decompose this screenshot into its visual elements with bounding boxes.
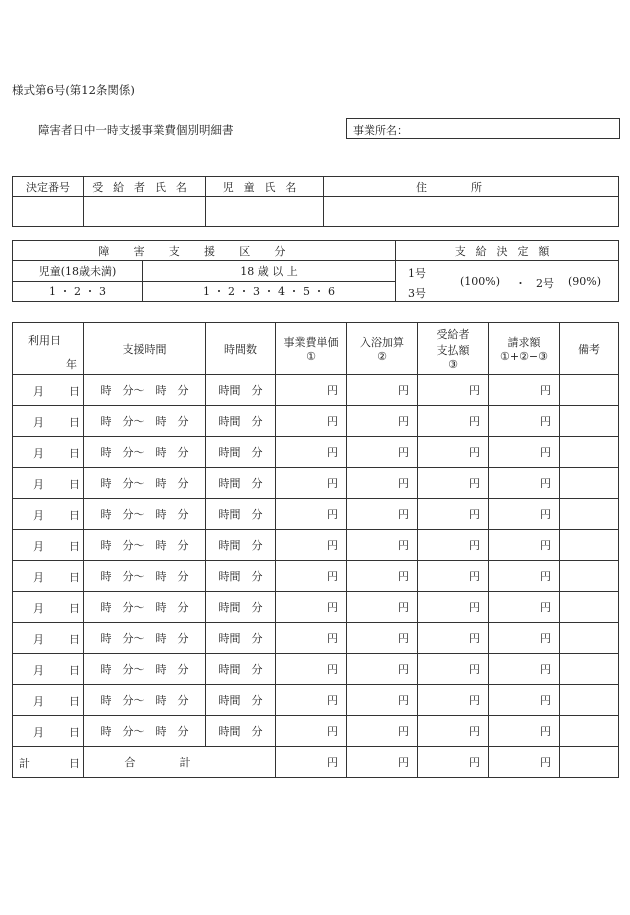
remarks-cell[interactable] — [560, 654, 619, 685]
remarks-cell[interactable] — [560, 406, 619, 437]
month-label: 月 — [33, 385, 44, 398]
total-unit-price[interactable]: 円 — [276, 747, 347, 778]
header-claim-amount: 請求額 ①+②−③ — [489, 323, 560, 375]
use-date-cell[interactable] — [13, 561, 84, 592]
recipient-payment-cell[interactable]: 円 — [418, 530, 489, 561]
recipient-payment-cell[interactable]: 円 — [418, 468, 489, 499]
day-label: 日 — [69, 664, 80, 677]
remarks-cell[interactable] — [560, 716, 619, 747]
bath-addition-cell[interactable]: 円 — [347, 468, 418, 499]
month-label: 月 — [33, 509, 44, 522]
detail-row — [13, 716, 619, 747]
month-label: 月 — [33, 447, 44, 460]
remarks-cell[interactable] — [560, 592, 619, 623]
day-label: 日 — [69, 540, 80, 553]
claim-amount-cell[interactable]: 円 — [489, 561, 560, 592]
unit-price-cell[interactable]: 円 — [276, 592, 347, 623]
recipient-payment-cell[interactable]: 円 — [418, 561, 489, 592]
hours-cell[interactable]: 時間 分 — [206, 685, 276, 716]
remarks-cell[interactable] — [560, 623, 619, 654]
hours-cell[interactable]: 時間 分 — [206, 654, 276, 685]
total-row — [13, 747, 619, 778]
claim-amount-cell[interactable]: 円 — [489, 685, 560, 716]
hours-cell[interactable]: 時間 分 — [206, 561, 276, 592]
detail-row — [13, 499, 619, 530]
detail-row — [13, 623, 619, 654]
payment-decision-cell[interactable] — [396, 261, 619, 302]
day-label: 日 — [69, 571, 80, 584]
header-payment-decision: 支給決定額 — [396, 241, 619, 261]
month-label: 月 — [33, 664, 44, 677]
bath-addition-cell[interactable]: 円 — [347, 530, 418, 561]
hours-cell[interactable]: 時間 分 — [206, 499, 276, 530]
month-label: 月 — [33, 726, 44, 739]
recipient-payment-cell[interactable]: 円 — [418, 375, 489, 406]
unit-price-cell[interactable]: 円 — [276, 468, 347, 499]
adult-18-plus-label: 18 歳 以 上 — [143, 261, 396, 282]
bath-addition-cell[interactable]: 円 — [347, 654, 418, 685]
recipient-payment-cell[interactable]: 円 — [418, 716, 489, 747]
unit-price-cell[interactable]: 円 — [276, 654, 347, 685]
document-title: 障害者日中一時支援事業費個別明細書 — [38, 123, 234, 137]
unit-price-cell[interactable]: 円 — [276, 716, 347, 747]
claim-amount-cell[interactable]: 円 — [489, 499, 560, 530]
day-label: 日 — [69, 509, 80, 522]
support-time-cell[interactable]: 時 分〜 時 分 — [84, 406, 206, 437]
use-date-cell[interactable] — [13, 530, 84, 561]
total-label: 合計 — [84, 747, 276, 778]
recipient-payment-cell[interactable]: 円 — [418, 406, 489, 437]
header-address: 住所 — [324, 177, 619, 197]
support-time-cell[interactable]: 時 分〜 時 分 — [84, 530, 206, 561]
day-label: 日 — [69, 447, 80, 460]
recipient-payment-cell[interactable]: 円 — [418, 654, 489, 685]
remarks-cell[interactable] — [560, 561, 619, 592]
bath-addition-cell[interactable]: 円 — [347, 685, 418, 716]
claim-amount-cell[interactable]: 円 — [489, 375, 560, 406]
day-label: 日 — [69, 385, 80, 398]
child-grade-options[interactable]: 1 ・ 2 ・ 3 — [13, 281, 143, 302]
bath-addition-cell[interactable]: 円 — [347, 623, 418, 654]
day-label: 日 — [69, 695, 80, 708]
hours-cell[interactable]: 時間 分 — [206, 468, 276, 499]
detail-row — [13, 437, 619, 468]
office-name-box[interactable] — [346, 118, 620, 139]
day-label: 日 — [69, 602, 80, 615]
hours-cell[interactable]: 時間 分 — [206, 716, 276, 747]
bath-addition-cell[interactable]: 円 — [347, 561, 418, 592]
day-label: 日 — [69, 726, 80, 739]
recipient-payment-cell[interactable]: 円 — [418, 685, 489, 716]
support-time-cell[interactable]: 時 分〜 時 分 — [84, 623, 206, 654]
remarks-cell[interactable] — [560, 468, 619, 499]
bath-addition-cell[interactable]: 円 — [347, 592, 418, 623]
detail-row — [13, 654, 619, 685]
remarks-cell[interactable] — [560, 499, 619, 530]
claim-amount-cell[interactable]: 円 — [489, 406, 560, 437]
total-days-cell[interactable]: 計 日 — [13, 747, 84, 778]
detail-row — [13, 406, 619, 437]
claim-amount-cell[interactable]: 円 — [489, 530, 560, 561]
detail-row — [13, 592, 619, 623]
header-remarks: 備考 — [560, 323, 619, 375]
header-child-name: 児童氏名 — [206, 177, 324, 197]
support-time-cell[interactable]: 時 分〜 時 分 — [84, 437, 206, 468]
grade-3-label: 3号 — [408, 287, 427, 300]
header-year: 年 — [66, 358, 77, 371]
use-date-cell[interactable] — [13, 375, 84, 406]
grade-2-label: 2号 — [536, 277, 555, 290]
rate-100-label: (100%) — [460, 275, 501, 288]
unit-price-cell[interactable]: 円 — [276, 406, 347, 437]
recipient-payment-cell[interactable]: 円 — [418, 623, 489, 654]
address-field[interactable] — [324, 197, 619, 227]
remarks-cell[interactable] — [560, 530, 619, 561]
grade-1-label: 1号 — [408, 267, 427, 280]
unit-price-cell[interactable]: 円 — [276, 499, 347, 530]
total-remarks[interactable] — [560, 747, 619, 778]
header-support-time: 支援時間 — [84, 323, 206, 375]
use-date-cell[interactable] — [13, 716, 84, 747]
header-recipient-name: 受給者氏名 — [84, 177, 206, 197]
month-label: 月 — [33, 602, 44, 615]
detail-row — [13, 685, 619, 716]
month-label: 月 — [33, 540, 44, 553]
usage-detail-table — [12, 322, 619, 778]
remarks-cell[interactable] — [560, 375, 619, 406]
header-use-date: 利用日 年 — [13, 323, 84, 375]
unit-price-cell[interactable]: 円 — [276, 530, 347, 561]
unit-price-cell[interactable]: 円 — [276, 685, 347, 716]
rate-90-label: (90%) — [568, 275, 602, 288]
support-time-cell[interactable]: 時 分〜 時 分 — [84, 375, 206, 406]
hours-cell[interactable]: 時間 分 — [206, 375, 276, 406]
claim-amount-cell[interactable]: 円 — [489, 437, 560, 468]
total-bath-addition[interactable]: 円 — [347, 747, 418, 778]
adult-grade-options[interactable]: 1 ・ 2 ・ 3 ・ 4 ・ 5 ・ 6 — [143, 281, 396, 302]
header-decision-number: 決定番号 — [13, 177, 84, 197]
hours-cell[interactable]: 時間 分 — [206, 406, 276, 437]
header-hours: 時間数 — [206, 323, 276, 375]
day-label: 日 — [69, 416, 80, 429]
detail-row — [13, 530, 619, 561]
month-label: 月 — [33, 695, 44, 708]
use-date-cell[interactable] — [13, 499, 84, 530]
use-date-cell[interactable] — [13, 592, 84, 623]
header-support-category: 障害支援区分 — [13, 241, 396, 261]
unit-price-cell[interactable]: 円 — [276, 623, 347, 654]
use-date-cell[interactable] — [13, 437, 84, 468]
bath-addition-cell[interactable]: 円 — [347, 375, 418, 406]
support-time-cell[interactable]: 時 分〜 時 分 — [84, 716, 206, 747]
use-date-cell[interactable] — [13, 685, 84, 716]
month-label: 月 — [33, 571, 44, 584]
detail-row — [13, 375, 619, 406]
remarks-cell[interactable] — [560, 685, 619, 716]
month-label: 月 — [33, 416, 44, 429]
unit-price-cell[interactable]: 円 — [276, 375, 347, 406]
total-recipient-payment[interactable]: 円 — [418, 747, 489, 778]
detail-row — [13, 561, 619, 592]
bath-addition-cell[interactable]: 円 — [347, 437, 418, 468]
hours-cell[interactable]: 時間 分 — [206, 623, 276, 654]
use-date-cell[interactable] — [13, 654, 84, 685]
unit-price-cell[interactable]: 円 — [276, 437, 347, 468]
recipient-info-table — [12, 176, 619, 227]
hours-cell[interactable]: 時間 分 — [206, 530, 276, 561]
bath-addition-cell[interactable]: 円 — [347, 716, 418, 747]
separator-dot: ・ — [515, 277, 527, 290]
use-date-cell[interactable] — [13, 623, 84, 654]
claim-amount-cell[interactable]: 円 — [489, 654, 560, 685]
support-time-cell[interactable]: 時 分〜 時 分 — [84, 685, 206, 716]
decision-number-field[interactable] — [13, 197, 84, 227]
child-name-field[interactable] — [206, 197, 324, 227]
day-label: 日 — [69, 633, 80, 646]
claim-amount-cell[interactable]: 円 — [489, 592, 560, 623]
support-category-table — [12, 240, 619, 302]
recipient-payment-cell[interactable]: 円 — [418, 437, 489, 468]
claim-amount-cell[interactable]: 円 — [489, 623, 560, 654]
support-time-cell[interactable]: 時 分〜 時 分 — [84, 499, 206, 530]
month-label: 月 — [33, 633, 44, 646]
recipient-payment-cell[interactable]: 円 — [418, 592, 489, 623]
hours-cell[interactable]: 時間 分 — [206, 437, 276, 468]
bath-addition-cell[interactable]: 円 — [347, 499, 418, 530]
support-time-cell[interactable]: 時 分〜 時 分 — [84, 654, 206, 685]
child-under18-label: 児童(18歳未満) — [13, 261, 143, 282]
claim-amount-cell[interactable]: 円 — [489, 468, 560, 499]
recipient-payment-cell[interactable]: 円 — [418, 499, 489, 530]
header-recipient-payment: 受給者 支払額 ③ — [418, 323, 489, 375]
support-time-cell[interactable]: 時 分〜 時 分 — [84, 468, 206, 499]
support-time-cell[interactable]: 時 分〜 時 分 — [84, 561, 206, 592]
detail-row — [13, 468, 619, 499]
claim-amount-cell[interactable]: 円 — [489, 716, 560, 747]
header-unit-price: 事業費単価 ① — [276, 323, 347, 375]
unit-price-cell[interactable]: 円 — [276, 561, 347, 592]
hours-cell[interactable]: 時間 分 — [206, 592, 276, 623]
header-bath-addition: 入浴加算 ② — [347, 323, 418, 375]
remarks-cell[interactable] — [560, 437, 619, 468]
day-label: 日 — [69, 478, 80, 491]
bath-addition-cell[interactable]: 円 — [347, 406, 418, 437]
total-claim-amount[interactable]: 円 — [489, 747, 560, 778]
office-name-label: 事業所名： — [353, 124, 408, 137]
support-time-cell[interactable]: 時 分〜 時 分 — [84, 592, 206, 623]
use-date-cell[interactable] — [13, 406, 84, 437]
form-number: 様式第6号(第12条関係) — [12, 83, 135, 97]
month-label: 月 — [33, 478, 44, 491]
use-date-cell[interactable] — [13, 468, 84, 499]
recipient-name-field[interactable] — [84, 197, 206, 227]
